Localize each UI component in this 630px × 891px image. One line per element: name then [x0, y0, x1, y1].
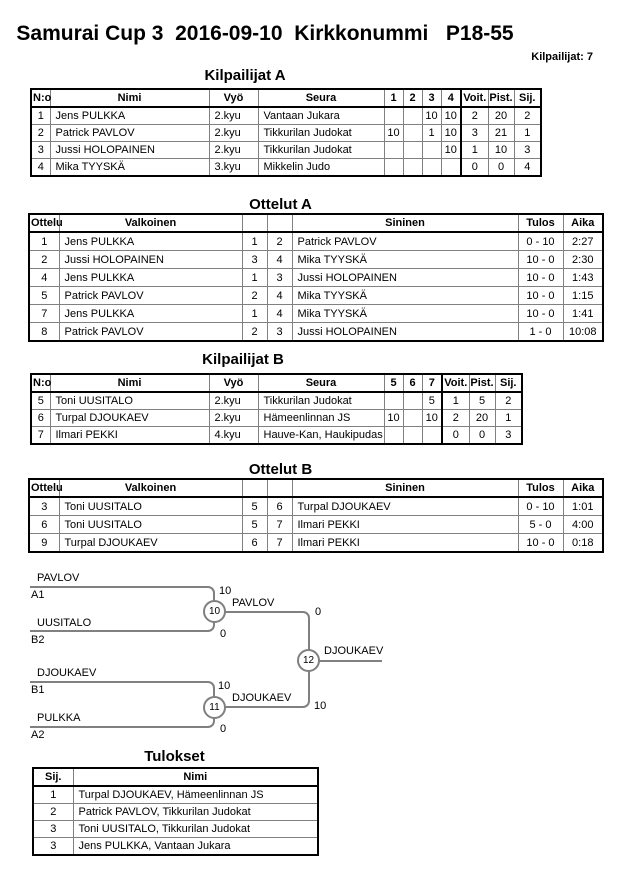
- bracket-entry-name: UUSITALO: [37, 617, 92, 629]
- col-header-name: Nimi: [50, 89, 209, 107]
- blue-no-cell: 4: [267, 305, 292, 323]
- match-no-cell: 3: [29, 497, 59, 516]
- result-cell: 0 - 10: [518, 232, 563, 251]
- col-header-r1: 1: [384, 89, 403, 107]
- bracket-entry-name: PULKKA: [37, 712, 81, 724]
- table-row: [31, 427, 522, 445]
- score-cell: 10: [384, 410, 403, 427]
- score-cell: [384, 427, 403, 445]
- col-header-time: Aika: [563, 214, 603, 232]
- blue-name-cell: Turpal DJOUKAEV: [292, 497, 518, 516]
- col-header-name: Nimi: [73, 768, 318, 786]
- wins-cell: 0: [442, 427, 469, 445]
- match-no-cell: 8: [29, 323, 59, 342]
- club-cell: Tikkurilan Judokat: [258, 142, 384, 159]
- wins-cell: 1: [461, 142, 488, 159]
- bracket-entry-seed: A2: [31, 729, 45, 741]
- white-no-cell: 3: [242, 251, 267, 269]
- score-cell: [403, 125, 422, 142]
- result-cell: 0 - 10: [518, 497, 563, 516]
- table-row: [31, 107, 541, 125]
- result-cell: 10 - 0: [518, 534, 563, 553]
- col-header-no: N:o: [31, 89, 50, 107]
- bracket-entry-score: 10: [219, 585, 232, 597]
- table-row: [29, 516, 603, 534]
- white-no-cell: 2: [242, 323, 267, 342]
- belt-cell: 4.kyu: [209, 427, 258, 445]
- table-row: [29, 534, 603, 553]
- bracket-semifinal-winner: PAVLOV: [232, 597, 275, 609]
- name-cell: Patrick PAVLOV: [50, 125, 209, 142]
- table-row: [31, 142, 541, 159]
- no-cell: 3: [31, 142, 50, 159]
- table-row: [29, 251, 603, 269]
- pool-a-table: [30, 88, 542, 177]
- table-row: [29, 497, 603, 516]
- header-row: [31, 374, 522, 392]
- belt-cell: 2.kyu: [209, 125, 258, 142]
- col-header-points: Pist.: [488, 89, 514, 107]
- col-header-belt: Vyö: [209, 374, 258, 392]
- blue-name-cell: Patrick PAVLOV: [292, 232, 518, 251]
- header-row: [29, 479, 603, 497]
- matches-a-table: [28, 213, 604, 342]
- score-cell: [422, 427, 442, 445]
- results-table: [32, 767, 319, 856]
- col-header-place: Sij.: [514, 89, 541, 107]
- col-header-belt: Vyö: [209, 89, 258, 107]
- col-header-r3: 7: [422, 374, 442, 392]
- blue-name-cell: Ilmari PEKKI: [292, 516, 518, 534]
- place-cell: 3: [33, 838, 73, 856]
- bracket-semifinal-winner: DJOUKAEV: [232, 692, 292, 704]
- col-header-club: Seura: [258, 89, 384, 107]
- place-cell: 2: [495, 392, 522, 410]
- name-cell: Patrick PAVLOV, Tikkurilan Judokat: [73, 804, 318, 821]
- section-title-matches-b: Ottelut B: [248, 461, 313, 478]
- blue-no-cell: 4: [267, 287, 292, 305]
- club-cell: Mikkelin Judo: [258, 159, 384, 177]
- club-cell: Tikkurilan Judokat: [258, 125, 384, 142]
- table-row: [33, 821, 318, 838]
- section-title-pool-a: Kilpailijat A: [204, 67, 286, 84]
- score-cell: 10: [422, 107, 441, 125]
- time-cell: 1:41: [563, 305, 603, 323]
- matches-b-table: [28, 478, 604, 553]
- score-cell: [441, 159, 461, 177]
- blue-name-cell: Mika TYYSKÄ: [292, 287, 518, 305]
- name-cell: Mika TYYSKÄ: [50, 159, 209, 177]
- no-cell: 7: [31, 427, 50, 445]
- result-cell: 10 - 0: [518, 251, 563, 269]
- white-name-cell: Jens PULKKA: [59, 269, 242, 287]
- score-cell: [422, 142, 441, 159]
- result-cell: 5 - 0: [518, 516, 563, 534]
- place-cell: 1: [33, 786, 73, 804]
- place-cell: 3: [33, 821, 73, 838]
- no-cell: 1: [31, 107, 50, 125]
- place-cell: 1: [495, 410, 522, 427]
- col-header-white: Valkoinen: [59, 214, 242, 232]
- points-cell: 20: [469, 410, 495, 427]
- white-name-cell: Patrick PAVLOV: [59, 323, 242, 342]
- place-cell: 1: [514, 125, 541, 142]
- col-header-place: Sij.: [33, 768, 73, 786]
- table-row: [29, 305, 603, 323]
- name-cell: Turpal DJOUKAEV, Hämeenlinnan JS: [73, 786, 318, 804]
- place-cell: 2: [514, 107, 541, 125]
- belt-cell: 2.kyu: [209, 107, 258, 125]
- blue-no-cell: 2: [267, 232, 292, 251]
- bracket-entry-seed: A1: [31, 589, 45, 601]
- table-row: [31, 125, 541, 142]
- score-cell: [384, 392, 403, 410]
- white-no-cell: 1: [242, 269, 267, 287]
- header-row: [29, 214, 603, 232]
- place-cell: 3: [514, 142, 541, 159]
- points-cell: 5: [469, 392, 495, 410]
- score-cell: 5: [422, 392, 442, 410]
- white-no-cell: 5: [242, 516, 267, 534]
- points-cell: 20: [488, 107, 514, 125]
- match-no-cell: 7: [29, 305, 59, 323]
- white-name-cell: Turpal DJOUKAEV: [59, 534, 242, 553]
- match-no-cell: 9: [29, 534, 59, 553]
- col-header-result: Tulos: [518, 479, 563, 497]
- col-header-match: Ottelu: [29, 214, 59, 232]
- bracket-final-winner: DJOUKAEV: [324, 645, 384, 657]
- club-cell: Hämeenlinnan JS: [258, 410, 384, 427]
- header-row: [31, 89, 541, 107]
- bracket-entry-seed: B2: [31, 634, 45, 646]
- time-cell: 1:15: [563, 287, 603, 305]
- spacer-header-cell: [242, 479, 267, 497]
- table-row: [33, 804, 318, 821]
- col-header-blue: Sininen: [292, 479, 518, 497]
- bracket-entry-name: DJOUKAEV: [37, 667, 97, 679]
- score-cell: 10: [441, 125, 461, 142]
- blue-name-cell: Jussi HOLOPAINEN: [292, 323, 518, 342]
- name-cell: Turpal DJOUKAEV: [50, 410, 209, 427]
- white-no-cell: 1: [242, 232, 267, 251]
- col-header-match: Ottelu: [29, 479, 59, 497]
- section-title-pool-b: Kilpailijat B: [202, 351, 284, 368]
- col-header-white: Valkoinen: [59, 479, 242, 497]
- score-cell: [403, 427, 422, 445]
- score-cell: [422, 159, 441, 177]
- name-cell: Jens PULKKA: [50, 107, 209, 125]
- time-cell: 10:08: [563, 323, 603, 342]
- score-cell: [384, 159, 403, 177]
- white-no-cell: 6: [242, 534, 267, 553]
- points-cell: 10: [488, 142, 514, 159]
- col-header-time: Aika: [563, 479, 603, 497]
- score-cell: [403, 107, 422, 125]
- white-no-cell: 1: [242, 305, 267, 323]
- section-title-results: Tulokset: [144, 748, 205, 765]
- table-row: [31, 159, 541, 177]
- header-row: [33, 768, 318, 786]
- result-cell: 10 - 0: [518, 269, 563, 287]
- table-row: [29, 287, 603, 305]
- name-cell: Toni UUSITALO, Tikkurilan Judokat: [73, 821, 318, 838]
- no-cell: 4: [31, 159, 50, 177]
- blue-no-cell: 3: [267, 323, 292, 342]
- score-cell: [403, 392, 422, 410]
- blue-name-cell: Jussi HOLOPAINEN: [292, 269, 518, 287]
- score-cell: 10: [422, 410, 442, 427]
- wins-cell: 1: [442, 392, 469, 410]
- club-cell: Tikkurilan Judokat: [258, 392, 384, 410]
- competitors-count: Kilpailijat: 7: [531, 51, 593, 63]
- blue-no-cell: 3: [267, 269, 292, 287]
- pool-b-table: [30, 373, 523, 445]
- blue-no-cell: 7: [267, 516, 292, 534]
- match-no-cell: 6: [29, 516, 59, 534]
- bracket-entry-name: PAVLOV: [37, 572, 80, 584]
- white-no-cell: 5: [242, 497, 267, 516]
- white-no-cell: 2: [242, 287, 267, 305]
- blue-no-cell: 6: [267, 497, 292, 516]
- col-header-r2: 6: [403, 374, 422, 392]
- match-no-cell: 2: [29, 251, 59, 269]
- match-no-cell: 5: [29, 287, 59, 305]
- col-header-club: Seura: [258, 374, 384, 392]
- white-name-cell: Jussi HOLOPAINEN: [59, 251, 242, 269]
- name-cell: Jussi HOLOPAINEN: [50, 142, 209, 159]
- table-row: [31, 410, 522, 427]
- col-header-r1: 5: [384, 374, 403, 392]
- time-cell: 2:27: [563, 232, 603, 251]
- time-cell: 0:18: [563, 534, 603, 553]
- belt-cell: 2.kyu: [209, 392, 258, 410]
- bracket-entry-score: 0: [220, 628, 227, 640]
- spacer-header-cell: [267, 479, 292, 497]
- blue-name-cell: Mika TYYSKÄ: [292, 305, 518, 323]
- time-cell: 1:43: [563, 269, 603, 287]
- wins-cell: 2: [461, 107, 488, 125]
- score-cell: 1: [422, 125, 441, 142]
- col-header-blue: Sininen: [292, 214, 518, 232]
- name-cell: Toni UUSITALO: [50, 392, 209, 410]
- result-cell: 10 - 0: [518, 305, 563, 323]
- table-row: [29, 269, 603, 287]
- wins-cell: 0: [461, 159, 488, 177]
- score-cell: [403, 142, 422, 159]
- no-cell: 2: [31, 125, 50, 142]
- time-cell: 1:01: [563, 497, 603, 516]
- place-cell: 4: [514, 159, 541, 177]
- blue-no-cell: 7: [267, 534, 292, 553]
- bracket-match-number-badge: 10: [203, 600, 226, 623]
- points-cell: 0: [469, 427, 495, 445]
- section-title-matches-a: Ottelut A: [249, 196, 312, 213]
- col-header-wins: Voit.: [461, 89, 488, 107]
- belt-cell: 2.kyu: [209, 410, 258, 427]
- wins-cell: 2: [442, 410, 469, 427]
- spacer-header-cell: [267, 214, 292, 232]
- page-title: Samurai Cup 3 2016-09-10 Kirkkonummi P18-55: [16, 22, 514, 45]
- place-cell: 2: [33, 804, 73, 821]
- time-cell: 2:30: [563, 251, 603, 269]
- name-cell: Jens PULKKA, Vantaan Jukara: [73, 838, 318, 856]
- white-name-cell: Toni UUSITALO: [59, 516, 242, 534]
- table-row: [29, 323, 603, 342]
- match-no-cell: 4: [29, 269, 59, 287]
- score-cell: [384, 107, 403, 125]
- belt-cell: 2.kyu: [209, 142, 258, 159]
- bracket-match-number-badge: 12: [297, 649, 320, 672]
- table-row: [33, 786, 318, 804]
- col-header-r2: 2: [403, 89, 422, 107]
- match-no-cell: 1: [29, 232, 59, 251]
- col-header-no: N:o: [31, 374, 50, 392]
- table-row: [31, 392, 522, 410]
- points-cell: 0: [488, 159, 514, 177]
- score-cell: [403, 410, 422, 427]
- score-cell: [384, 142, 403, 159]
- time-cell: 4:00: [563, 516, 603, 534]
- col-header-r3: 3: [422, 89, 441, 107]
- bracket-semifinal-score: 0: [315, 606, 322, 618]
- table-row: [33, 838, 318, 856]
- col-header-wins: Voit.: [442, 374, 469, 392]
- col-header-r4: 4: [441, 89, 461, 107]
- white-name-cell: Jens PULKKA: [59, 232, 242, 251]
- bracket-entry-score: 10: [218, 680, 231, 692]
- no-cell: 5: [31, 392, 50, 410]
- score-cell: 10: [384, 125, 403, 142]
- club-cell: Vantaan Jukara: [258, 107, 384, 125]
- blue-name-cell: Ilmari PEKKI: [292, 534, 518, 553]
- place-cell: 3: [495, 427, 522, 445]
- wins-cell: 3: [461, 125, 488, 142]
- score-cell: 10: [441, 142, 461, 159]
- score-cell: [403, 159, 422, 177]
- col-header-points: Pist.: [469, 374, 495, 392]
- bracket-final-line: [318, 660, 382, 662]
- bracket-match-number-badge: 11: [203, 696, 226, 719]
- bracket-semifinal-score: 10: [314, 700, 327, 712]
- col-header-result: Tulos: [518, 214, 563, 232]
- score-cell: 10: [441, 107, 461, 125]
- belt-cell: 3.kyu: [209, 159, 258, 177]
- bracket-entry-score: 0: [220, 723, 227, 735]
- points-cell: 21: [488, 125, 514, 142]
- name-cell: Ilmari PEKKI: [50, 427, 209, 445]
- col-header-name: Nimi: [50, 374, 209, 392]
- white-name-cell: Patrick PAVLOV: [59, 287, 242, 305]
- spacer-header-cell: [242, 214, 267, 232]
- result-cell: 1 - 0: [518, 323, 563, 342]
- blue-no-cell: 4: [267, 251, 292, 269]
- white-name-cell: Jens PULKKA: [59, 305, 242, 323]
- result-cell: 10 - 0: [518, 287, 563, 305]
- blue-name-cell: Mika TYYSKÄ: [292, 251, 518, 269]
- table-row: [29, 232, 603, 251]
- club-cell: Hauve-Kan, Haukipudas: [258, 427, 384, 445]
- bracket-entry-seed: B1: [31, 684, 45, 696]
- white-name-cell: Toni UUSITALO: [59, 497, 242, 516]
- col-header-place: Sij.: [495, 374, 522, 392]
- no-cell: 6: [31, 410, 50, 427]
